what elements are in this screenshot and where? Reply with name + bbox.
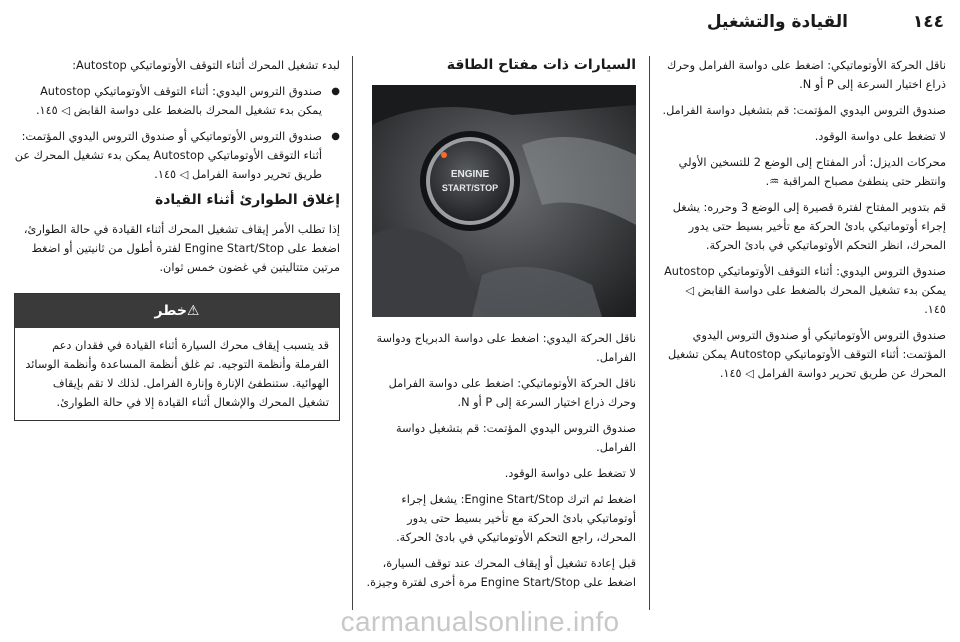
- dashboard-illustration: [372, 85, 636, 317]
- paragraph: قبل إعادة تشغيل أو إيقاف المحرك عند توقف السيارة، اضغط على Engine Start/Stop مرة أخرى لفترة وجيزة.: [366, 557, 636, 589]
- paragraph: صندوق التروس اليدوي المؤتمت: قم بتشغيل دواسة الفرامل.: [662, 104, 946, 117]
- paragraph: صندوق التروس اليدوي: أثناء التوقف الأوتوماتيكي Autostop يمكن بدء تشغيل المحرك بالضغط على دواسة القابض ◁ ١٤٥.: [664, 265, 946, 316]
- paragraph: لا تضغط على دواسة الوقود.: [814, 130, 946, 143]
- paragraph: ناقل الحركة اليدوي: اضغط على دواسة الدبرياج ودواسة الفرامل.: [376, 332, 636, 364]
- paragraph: لبدء تشغيل المحرك أثناء التوقف الأوتوماتيكي Autostop:: [72, 59, 340, 72]
- paragraph: محركات الديزل: أدر المفتاح إلى الوضع 2 للتسخين الأولي وانتظر حتى ينطفئ مصباح المراقبة ♒.: [678, 156, 946, 188]
- section-heading: السيارات ذات مفتاح الطاقة: [446, 57, 636, 73]
- warning-title: ⚠خطر: [15, 294, 339, 328]
- paragraph: ناقل الحركة الأوتوماتيكي: اضغط على دواسة الفرامل وحرك ذراع اختيار السرعة إلى P أو N.: [388, 377, 636, 409]
- right-column: [662, 56, 946, 390]
- page-number: ١٤٤: [912, 12, 944, 32]
- paragraph: لا تضغط على دواسة الوقود.: [504, 467, 636, 480]
- subsection-heading: إغلاق الطوارئ أثناء القيادة: [154, 192, 340, 208]
- warning-box: [14, 293, 340, 421]
- watermark: carmanualsonline.info: [340, 606, 620, 637]
- paragraph: صندوق التروس اليدوي المؤتمت: قم بتشغيل دواسة الفرامل.: [395, 422, 636, 454]
- paragraph: قم بتدوير المفتاح لفترة قصيرة إلى الوضع 3 وحرره: يشغل إجراء أوتوماتيكي بادئ الحركة مع تأخير بسيط حتى يدور المحرك، انظر التحكم الأوتوماتيكي في بادئ الحركة.: [672, 201, 946, 252]
- bullet-item: ● صندوق التروس اليدوي: أثناء التوقف الأوتوماتيكي Autostop يمكن بدء تشغيل المحرك بالضغط على دواسة القابض ◁ ١٤٥.: [14, 82, 340, 120]
- middle-column: [366, 56, 636, 599]
- page-title: القيادة والتشغيل: [706, 12, 848, 32]
- engine-start-button-photo: [372, 85, 636, 317]
- column-divider: [352, 56, 353, 610]
- paragraph: إذا تطلب الأمر إيقاف تشغيل المحرك أثناء القيادة في حالة الطوارئ، اضغط على Engine Start/Stop لفترة أطول من ثانيتين أو اضغط مرتين متتاليتين في غضون خمس ثوان.: [23, 223, 340, 274]
- page-header: [0, 0, 960, 40]
- button-label-line2: START/STOP: [441, 183, 499, 193]
- paragraph: ناقل الحركة الأوتوماتيكي: اضغط على دواسة الفرامل وحرك ذراع اختيار السرعة إلى P أو N.: [667, 59, 946, 91]
- left-column: [14, 56, 340, 421]
- warning-text: قد يتسبب إيقاف محرك السيارة أثناء القيادة في فقدان دعم الفرملة وأنظمة التوجيه. تم غلق أنظمة المساعدة وأنظمة الوسائد الهوائية. ستنطفئ الإنارة وإنارة الفرامل. لذلك لا تقم بإيقاف تشغيل المحرك والإشعال أثناء القيادة إلا في حالة الطوارئ.: [25, 339, 329, 409]
- paragraph: صندوق التروس الأوتوماتيكي أو صندوق التروس اليدوي المؤتمت: أثناء التوقف الأوتوماتيكي Autostop يمكن تشغيل المحرك عن طريق تحرير دواسة الفرامل ◁ ١٤٥.: [668, 329, 946, 380]
- bullet-item: ● صندوق التروس الأوتوماتيكي أو صندوق التروس اليدوي المؤتمت: أثناء التوقف الأوتوماتيكي Autostop يمكن بدء تشغيل المحرك عن طريق تحرير دواسة الفرامل ◁ ١٤٥.: [14, 127, 340, 184]
- paragraph: اضغط ثم اترك Engine Start/Stop: يشغل إجراء أوتوماتيكي بادئ الحركة مع تأخير بسيط حتى يدور المحرك، راجع التحكم الأوتوماتيكي في بادئ الحركة.: [396, 493, 636, 544]
- column-divider: [649, 56, 650, 610]
- button-label-line1: ENGINE: [450, 169, 490, 180]
